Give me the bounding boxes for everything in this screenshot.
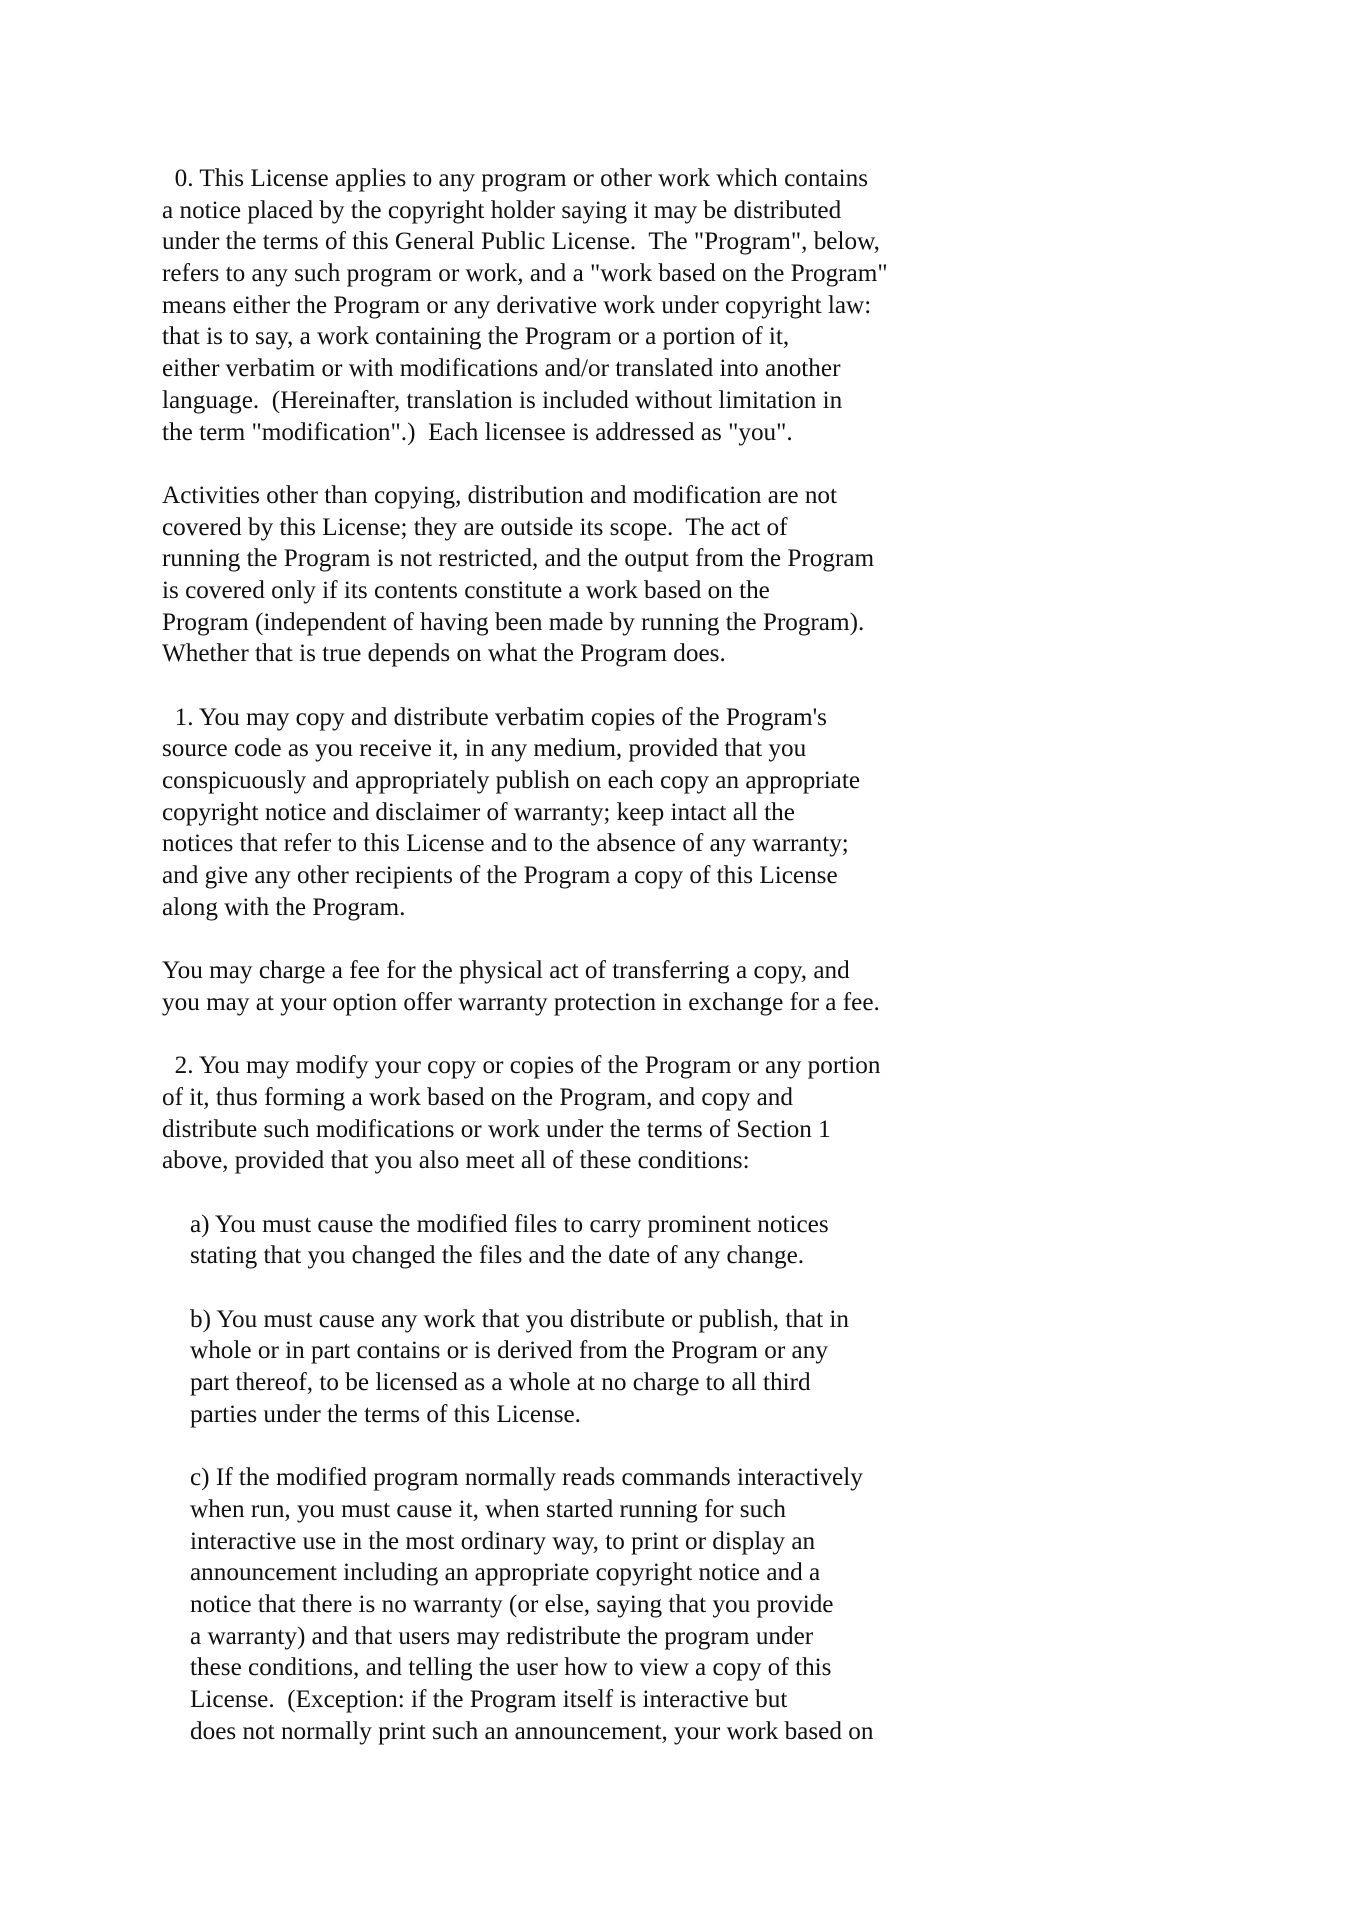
- text-line: under the terms of this General Public License. The "Program", below,: [162, 228, 880, 256]
- text-line: part thereof, to be licensed as a whole at no charge to all third: [190, 1369, 811, 1397]
- text-line: announcement including an appropriate copyright notice and a: [190, 1559, 821, 1587]
- text-line: is covered only if its contents constitute a work based on the: [162, 576, 770, 604]
- text-line: running the Program is not restricted, and the output from the Program: [162, 545, 875, 573]
- text-line: refers to any such program or work, and a "work based on the Program": [162, 260, 888, 288]
- text-line: means either the Program or any derivative work under copyright law:: [162, 291, 872, 319]
- text-line: copyright notice and disclaimer of warranty; keep intact all the: [162, 798, 795, 826]
- text-line: notices that refer to this License and to the absence of any warranty;: [162, 830, 849, 858]
- paragraph-section-1: [162, 702, 1202, 924]
- paragraph-fee: [162, 955, 1202, 1018]
- text-line: notice that there is no warranty (or else, saying that you provide: [190, 1590, 834, 1618]
- paragraph-condition-a: [162, 1209, 1202, 1272]
- text-line: along with the Program.: [162, 893, 406, 921]
- text-line: 1. You may copy and distribute verbatim copies of the Program's: [162, 703, 827, 731]
- paragraph-section-2: [162, 1050, 1202, 1177]
- text-line: a warranty) and that users may redistribute the program under: [190, 1622, 814, 1650]
- text-line: covered by this License; they are outside its scope. The act of: [162, 513, 788, 541]
- text-line: either verbatim or with modifications and/or translated into another: [162, 355, 841, 383]
- text-line: 0. This License applies to any program or other work which contains: [162, 165, 869, 192]
- text-line: of it, thus forming a work based on the Program, and copy and: [162, 1083, 793, 1111]
- text-line: Activities other than copying, distribution and modification are not: [162, 481, 838, 509]
- text-line: language. (Hereinafter, translation is included without limitation in: [162, 386, 843, 414]
- text-line: whole or in part contains or is derived from the Program or any: [190, 1337, 828, 1365]
- document-page: [162, 163, 1202, 1779]
- text-line: c) If the modified program normally reads commands interactively: [190, 1464, 863, 1492]
- text-line: the term "modification".) Each licensee is addressed as "you".: [162, 418, 793, 446]
- text-line: source code as you receive it, in any medium, provided that you: [162, 735, 807, 763]
- text-line: and give any other recipients of the Program a copy of this License: [162, 862, 838, 890]
- text-line: interactive use in the most ordinary way, to print or display an: [190, 1527, 816, 1555]
- text-line: conspicuously and appropriately publish on each copy an appropriate: [162, 767, 861, 795]
- text-line: parties under the terms of this License.: [190, 1400, 581, 1428]
- paragraph-section-0: [162, 163, 1202, 448]
- text-line: distribute such modifications or work under the terms of Section 1: [162, 1115, 831, 1143]
- text-line: does not normally print such an announcement, your work based on: [190, 1717, 874, 1745]
- text-line: above, provided that you also meet all of these conditions:: [162, 1147, 750, 1175]
- text-line: 2. You may modify your copy or copies of the Program or any portion: [162, 1052, 881, 1080]
- text-line: these conditions, and telling the user how to view a copy of this: [190, 1654, 832, 1682]
- paragraph-condition-b: [162, 1304, 1202, 1431]
- text-line: Whether that is true depends on what the Program does.: [162, 640, 726, 668]
- paragraph-condition-c: [162, 1462, 1202, 1747]
- text-line: License. (Exception: if the Program itself is interactive but: [190, 1686, 788, 1713]
- text-line: stating that you changed the files and the date of any change.: [190, 1242, 805, 1270]
- text-line: a) You must cause the modified files to carry prominent notices: [190, 1210, 829, 1238]
- text-line: that is to say, a work containing the Program or a portion of it,: [162, 323, 790, 351]
- text-line: a notice placed by the copyright holder saying it may be distributed: [162, 196, 842, 224]
- text-line: b) You must cause any work that you distribute or publish, that in: [190, 1305, 850, 1333]
- text-line: you may at your option offer warranty protection in exchange for a fee.: [162, 988, 880, 1016]
- text-line: You may charge a fee for the physical act of transferring a copy, and: [162, 957, 850, 985]
- text-line: Program (independent of having been made by running the Program).: [162, 608, 865, 636]
- text-line: when run, you must cause it, when started running for such: [190, 1495, 786, 1523]
- paragraph-activities: [162, 480, 1202, 670]
